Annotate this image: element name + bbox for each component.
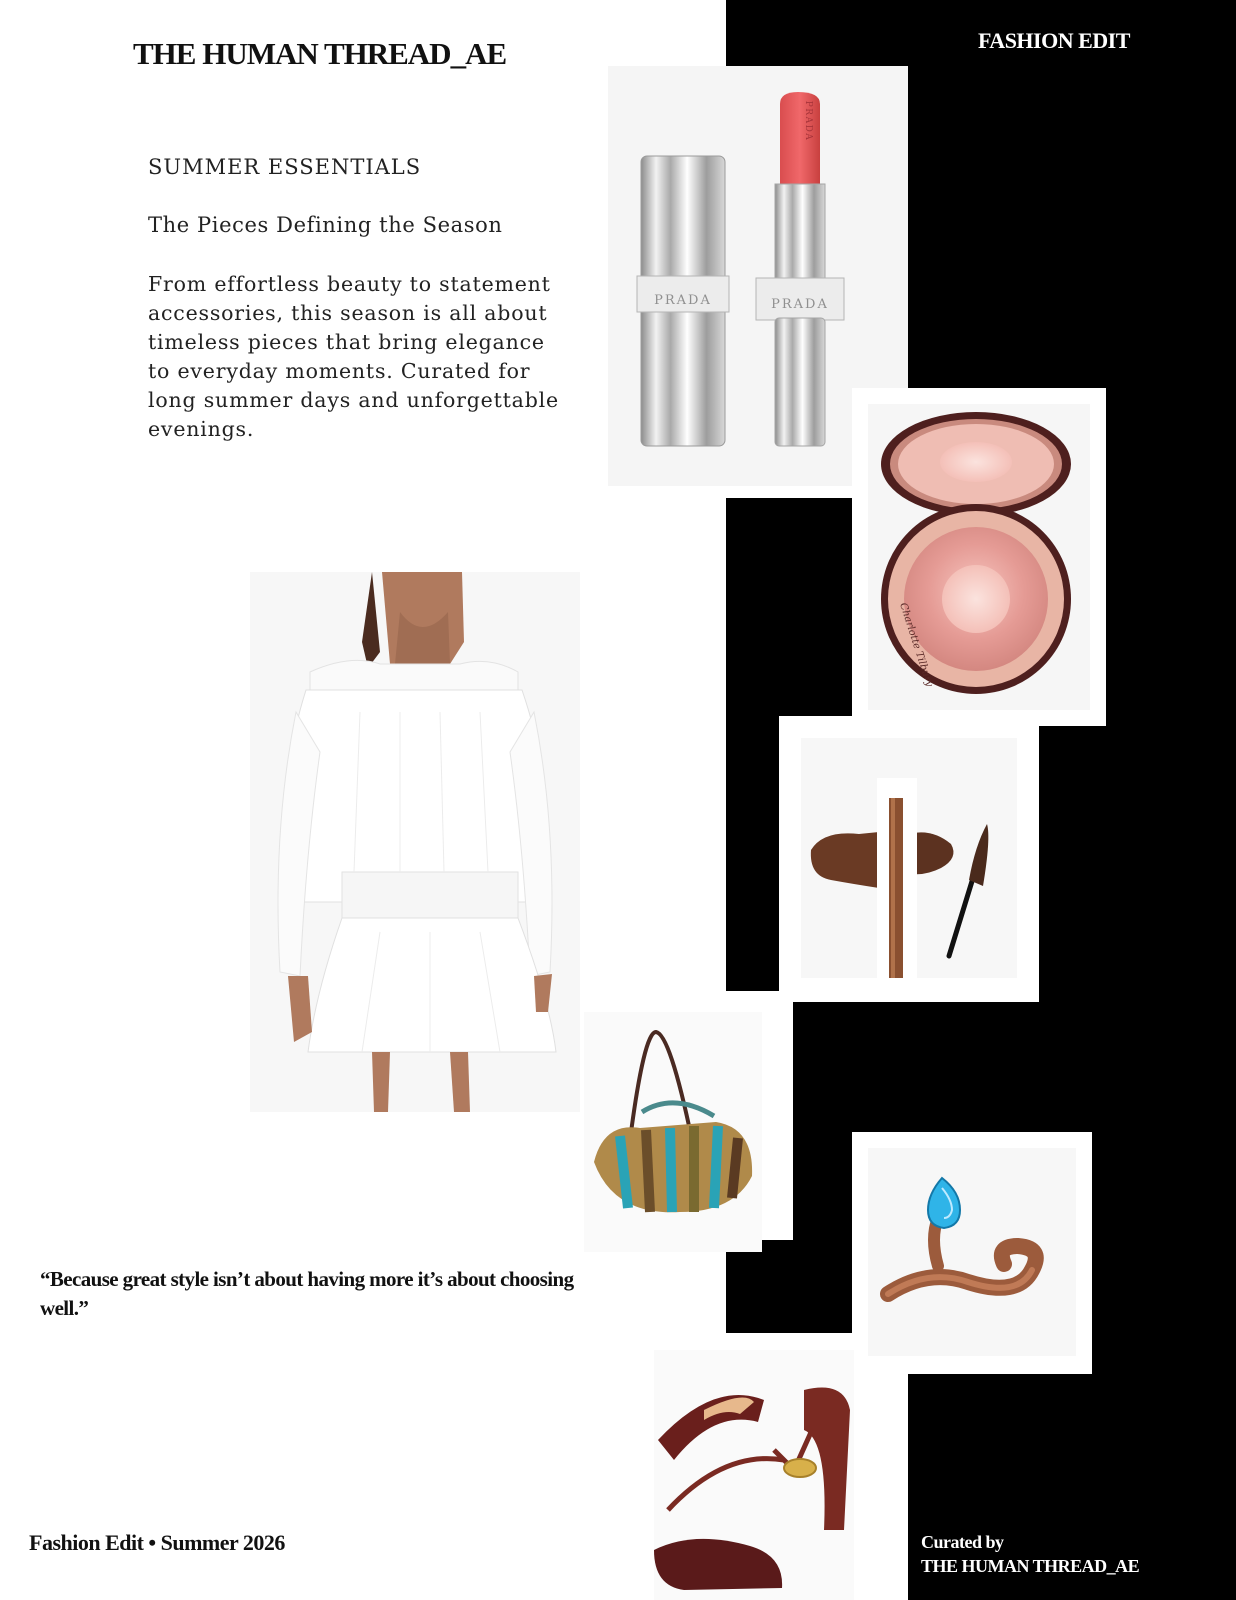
- article-headline: The Pieces Defining the Season: [148, 213, 503, 237]
- section-label: FASHION EDIT: [978, 28, 1130, 53]
- credit-label: Curated by: [921, 1532, 1004, 1552]
- sandals-card: [654, 1350, 854, 1600]
- lipstick-base-label: PRADA: [771, 297, 829, 312]
- dress-photo: [250, 572, 580, 1112]
- article-body: From effortless beauty to statement accessories, this season is all about timeless pieces that bring elegance to everyday moments. Curated for long summer days and unforgettable evenings.: [148, 272, 559, 441]
- white-dress-image: [250, 572, 580, 1112]
- blush-compact-image: [868, 404, 1090, 710]
- lipstick-cap-label: PRADA: [654, 293, 712, 308]
- credit-name: THE HUMAN THREAD_AE: [921, 1556, 1140, 1576]
- ring-card: [852, 1132, 1092, 1374]
- curator-credit: [921, 1530, 1139, 1578]
- snake-ring-image: [868, 1148, 1076, 1356]
- black-panel-lower-left: [726, 1240, 796, 1333]
- lipstick-bullet-label: PRADA: [803, 100, 813, 142]
- woven-bag-image: [584, 1012, 762, 1252]
- bag-card: [584, 1012, 762, 1252]
- pull-quote: “Because great style isn’t about having more it’s about choosing well.”: [40, 1267, 574, 1320]
- brand-title: THE HUMAN THREAD_AE: [133, 36, 507, 71]
- brow-product-card: [779, 716, 1039, 1002]
- blush-card: [852, 388, 1106, 726]
- blush-brand-label: Charlotte Tilbury: [897, 601, 935, 689]
- issue-footer: Fashion Edit • Summer 2026: [29, 1530, 285, 1555]
- section-kicker: SUMMER ESSENTIALS: [148, 155, 422, 179]
- sandals-image: [654, 1350, 854, 1600]
- brow-swatch-image: [801, 738, 1017, 978]
